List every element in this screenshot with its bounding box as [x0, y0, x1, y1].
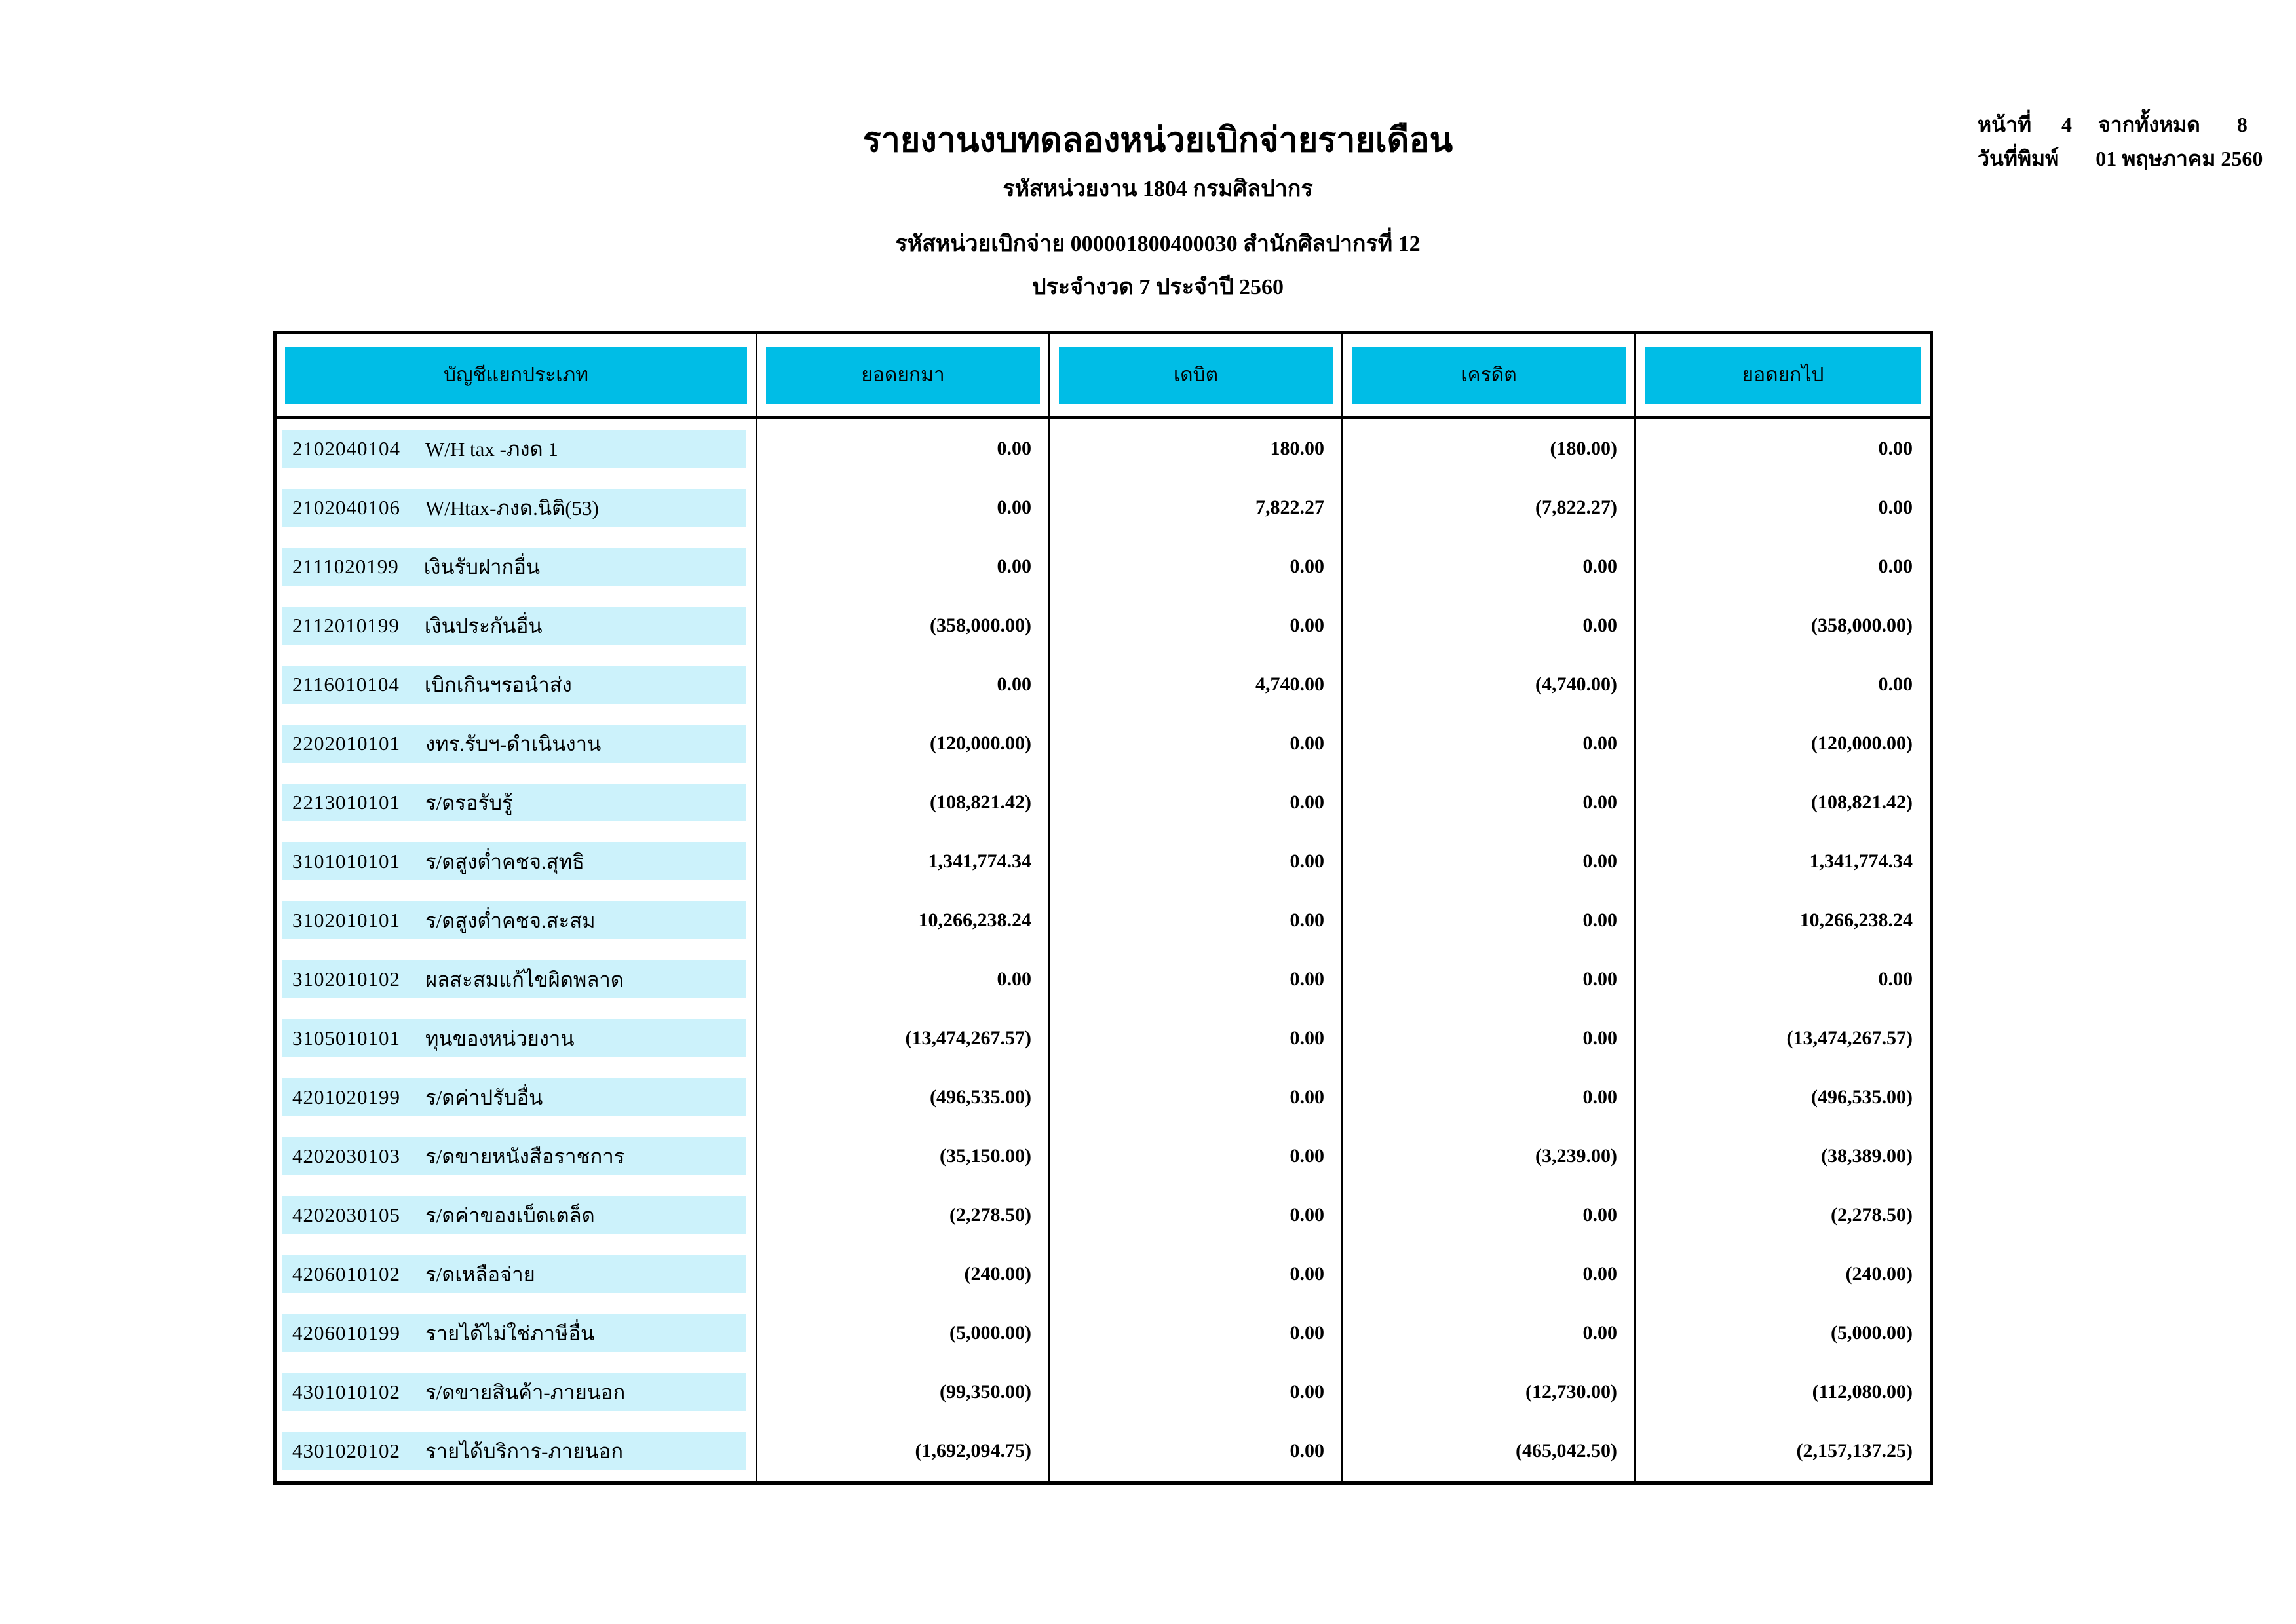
- carried-forward-value: (38,389.00): [1821, 1145, 1913, 1167]
- debit-cell: [1048, 891, 1341, 950]
- table-row: [277, 950, 1930, 1009]
- table-row: [277, 1186, 1930, 1245]
- credit-value: 0.00: [1582, 1322, 1617, 1344]
- brought-forward-cell: [756, 950, 1048, 1009]
- carried-forward-value: (2,157,137.25): [1796, 1440, 1913, 1462]
- debit-cell: [1048, 950, 1341, 1009]
- table-row: [277, 1363, 1930, 1422]
- account-code: 2102040106: [292, 496, 400, 519]
- print-date: 01 พฤษภาคม 2560: [2095, 147, 2263, 170]
- credit-value: (465,042.50): [1516, 1440, 1617, 1462]
- credit-value: 0.00: [1582, 1027, 1617, 1049]
- account-highlight-band: [282, 1196, 746, 1234]
- credit-cell: [1341, 419, 1634, 478]
- table-row: [277, 714, 1930, 773]
- debit-value: 0.00: [1290, 791, 1324, 813]
- print-date-line: [1978, 144, 2266, 173]
- carried-forward-cell: [1634, 1245, 1930, 1304]
- account-cell: [277, 714, 756, 773]
- credit-cell: [1341, 1304, 1634, 1363]
- credit-cell: [1341, 537, 1634, 596]
- account-code: 4206010102: [292, 1262, 400, 1285]
- account-code: 4202030105: [292, 1203, 400, 1226]
- account-cell: [277, 773, 756, 832]
- total-pages: 8: [2236, 113, 2248, 136]
- debit-value: 0.00: [1290, 1440, 1324, 1462]
- account-cell: [277, 1304, 756, 1363]
- credit-cell: [1341, 1422, 1634, 1481]
- credit-cell: [1341, 1245, 1634, 1304]
- debit-value: 0.00: [1290, 1263, 1324, 1285]
- table-row: [277, 537, 1930, 596]
- credit-cell: [1341, 478, 1634, 537]
- debit-cell: [1048, 419, 1341, 478]
- carried-forward-value: (13,474,267.57): [1786, 1027, 1913, 1049]
- debit-cell: [1048, 1304, 1341, 1363]
- carried-forward-cell: [1634, 1422, 1930, 1481]
- account-code: 3101010101: [292, 850, 400, 873]
- account-highlight-band: [282, 1078, 746, 1116]
- account-code: 2116010104: [292, 673, 400, 696]
- brought-forward-value: 0.00: [997, 497, 1031, 518]
- debit-cell: [1048, 1068, 1341, 1127]
- header-label-account: บัญชีแยกประเภท: [285, 347, 747, 404]
- credit-value: 0.00: [1582, 732, 1617, 754]
- header-cell-carried-forward: [1634, 334, 1930, 416]
- brought-forward-cell: [756, 891, 1048, 950]
- debit-value: 7,822.27: [1255, 497, 1324, 518]
- account-code: 4301010102: [292, 1380, 400, 1403]
- account-name: ร/ดรอรับรู้: [425, 791, 513, 814]
- credit-cell: [1341, 1363, 1634, 1422]
- brought-forward-value: (13,474,267.57): [905, 1027, 1031, 1049]
- account-cell: [277, 1186, 756, 1245]
- credit-value: 0.00: [1582, 968, 1617, 990]
- disbursement-unit-line: รหัสหน่วยเบิกจ่าย 000001800400030 สำนักศิลปากรที่ 12: [895, 232, 1421, 256]
- account-name: ทุนของหน่วยงาน: [425, 1027, 575, 1050]
- account-cell: [277, 832, 756, 891]
- carried-forward-cell: [1634, 1304, 1930, 1363]
- table-row: [277, 478, 1930, 537]
- account-cell: [277, 891, 756, 950]
- debit-value: 0.00: [1290, 909, 1324, 931]
- credit-value: (4,740.00): [1535, 673, 1617, 695]
- carried-forward-cell: [1634, 537, 1930, 596]
- account-cell: [277, 1363, 756, 1422]
- brought-forward-value: 0.00: [997, 673, 1031, 695]
- account-code: 2102040104: [292, 437, 400, 460]
- debit-value: 0.00: [1290, 1381, 1324, 1403]
- credit-value: 0.00: [1582, 556, 1617, 577]
- carried-forward-value: (2,278.50): [1831, 1204, 1913, 1226]
- table-row: [277, 1068, 1930, 1127]
- debit-value: 0.00: [1290, 1086, 1324, 1108]
- carried-forward-cell: [1634, 1186, 1930, 1245]
- brought-forward-cell: [756, 596, 1048, 655]
- table-row: [277, 832, 1930, 891]
- carried-forward-cell: [1634, 655, 1930, 714]
- credit-value: (3,239.00): [1535, 1145, 1617, 1167]
- carried-forward-value: 0.00: [1878, 438, 1913, 459]
- account-highlight-band: [282, 430, 746, 468]
- debit-cell: [1048, 478, 1341, 537]
- debit-cell: [1048, 596, 1341, 655]
- carried-forward-cell: [1634, 714, 1930, 773]
- page-number-line: [1978, 110, 2266, 139]
- debit-cell: [1048, 1245, 1341, 1304]
- account-cell: [277, 419, 756, 478]
- account-highlight-band: [282, 1373, 746, 1411]
- brought-forward-cell: [756, 1363, 1048, 1422]
- account-code: 4206010199: [292, 1321, 400, 1344]
- account-name: ร/ดขายหนังสือราชการ: [425, 1145, 625, 1168]
- brought-forward-cell: [756, 419, 1048, 478]
- credit-cell: [1341, 714, 1634, 773]
- brought-forward-cell: [756, 537, 1048, 596]
- account-name: ร/ดเหลือจ่าย: [425, 1263, 535, 1286]
- carried-forward-value: 0.00: [1878, 673, 1913, 695]
- account-cell: [277, 1422, 756, 1481]
- brought-forward-cell: [756, 478, 1048, 537]
- brought-forward-cell: [756, 714, 1048, 773]
- account-highlight-band: [282, 607, 746, 645]
- debit-cell: [1048, 1422, 1341, 1481]
- carried-forward-cell: [1634, 1068, 1930, 1127]
- period-line: ประจำงวด 7 ประจำปี 2560: [1031, 275, 1284, 299]
- carried-forward-cell: [1634, 950, 1930, 1009]
- header-cell-account: [277, 334, 756, 416]
- brought-forward-cell: [756, 655, 1048, 714]
- header-cell-brought-forward: [756, 334, 1048, 416]
- carried-forward-cell: [1634, 419, 1930, 478]
- account-name: W/Htax-ภงด.นิติ(53): [425, 497, 599, 519]
- account-highlight-band: [282, 725, 746, 763]
- credit-cell: [1341, 655, 1634, 714]
- account-code: 3105010101: [292, 1027, 400, 1049]
- table-row: [277, 1127, 1930, 1186]
- carried-forward-value: 10,266,238.24: [1799, 909, 1913, 931]
- brought-forward-cell: [756, 1186, 1048, 1245]
- carried-forward-value: 0.00: [1878, 968, 1913, 990]
- credit-value: 0.00: [1582, 1204, 1617, 1226]
- header-cell-debit: [1048, 334, 1341, 416]
- debit-value: 0.00: [1290, 968, 1324, 990]
- brought-forward-value: (99,350.00): [940, 1381, 1031, 1403]
- page-number: 4: [2061, 113, 2073, 136]
- header-label-debit: เดบิต: [1059, 347, 1333, 404]
- account-code: 3102010102: [292, 968, 400, 991]
- table-row: [277, 773, 1930, 832]
- carried-forward-cell: [1634, 832, 1930, 891]
- debit-value: 0.00: [1290, 556, 1324, 577]
- account-highlight-band: [282, 901, 746, 939]
- debit-value: 0.00: [1290, 850, 1324, 872]
- account-cell: [277, 1127, 756, 1186]
- credit-cell: [1341, 1186, 1634, 1245]
- account-name: เงินรับฝากอื่น: [423, 556, 541, 578]
- credit-value: 0.00: [1582, 850, 1617, 872]
- debit-value: 4,740.00: [1255, 673, 1324, 695]
- credit-cell: [1341, 891, 1634, 950]
- account-name: เงินประกันอื่น: [424, 614, 543, 637]
- brought-forward-value: 10,266,238.24: [918, 909, 1031, 931]
- credit-cell: [1341, 1068, 1634, 1127]
- carried-forward-cell: [1634, 773, 1930, 832]
- account-highlight-band: [282, 666, 746, 704]
- brought-forward-cell: [756, 1422, 1048, 1481]
- debit-value: 0.00: [1290, 1145, 1324, 1167]
- table-row: [277, 655, 1930, 714]
- account-highlight-band: [282, 1137, 746, 1175]
- table-row: [277, 1009, 1930, 1068]
- account-name: ร/ดสูงต่ำคชจ.สุทธิ: [425, 850, 584, 873]
- debit-value: 0.00: [1290, 1204, 1324, 1226]
- brought-forward-cell: [756, 1304, 1048, 1363]
- credit-value: (7,822.27): [1535, 497, 1617, 518]
- account-highlight-band: [282, 784, 746, 821]
- table-row: [277, 419, 1930, 478]
- brought-forward-value: (358,000.00): [930, 614, 1031, 636]
- total-pages-label: จากทั้งหมด: [2098, 113, 2200, 136]
- account-name: ผลสะสมแก้ไขผิดพลาด: [425, 968, 624, 991]
- credit-cell: [1341, 773, 1634, 832]
- credit-cell: [1341, 832, 1634, 891]
- carried-forward-value: (120,000.00): [1811, 732, 1913, 754]
- debit-cell: [1048, 655, 1341, 714]
- trial-balance-table: [273, 331, 1933, 1485]
- brought-forward-cell: [756, 1068, 1048, 1127]
- carried-forward-value: 0.00: [1878, 497, 1913, 518]
- account-highlight-band: [282, 1432, 746, 1470]
- account-cell: [277, 478, 756, 537]
- carried-forward-value: (108,821.42): [1811, 791, 1913, 813]
- credit-value: 0.00: [1582, 614, 1617, 636]
- carried-forward-cell: [1634, 1009, 1930, 1068]
- credit-cell: [1341, 1127, 1634, 1186]
- account-cell: [277, 537, 756, 596]
- credit-value: 0.00: [1582, 791, 1617, 813]
- debit-value: 0.00: [1290, 1027, 1324, 1049]
- brought-forward-value: 1,341,774.34: [928, 850, 1031, 872]
- account-code: 2213010101: [292, 791, 400, 814]
- account-highlight-band: [282, 1019, 746, 1057]
- table-row: [277, 596, 1930, 655]
- account-code: 4202030103: [292, 1144, 400, 1167]
- carried-forward-value: (240.00): [1845, 1263, 1913, 1285]
- credit-cell: [1341, 596, 1634, 655]
- brought-forward-value: (496,535.00): [930, 1086, 1031, 1108]
- header-label-carried-forward: ยอดยกไป: [1645, 347, 1921, 404]
- account-name: ร/ดขายสินค้า-ภายนอก: [425, 1381, 626, 1404]
- table-header-row: [277, 334, 1930, 419]
- brought-forward-cell: [756, 1245, 1048, 1304]
- brought-forward-value: 0.00: [997, 968, 1031, 990]
- account-cell: [277, 1009, 756, 1068]
- credit-value: 0.00: [1582, 1086, 1617, 1108]
- carried-forward-cell: [1634, 478, 1930, 537]
- credit-value: (180.00): [1550, 438, 1617, 459]
- brought-forward-value: (35,150.00): [940, 1145, 1031, 1167]
- account-highlight-band: [282, 489, 746, 527]
- account-code: 4201020199: [292, 1086, 400, 1108]
- account-code: 3102010101: [292, 909, 400, 932]
- account-name: รายได้บริการ-ภายนอก: [425, 1440, 624, 1463]
- table-row: [277, 891, 1930, 950]
- account-name: งทร.รับฯ-ดำเนินงาน: [425, 732, 602, 755]
- carried-forward-value: (358,000.00): [1811, 614, 1913, 636]
- carried-forward-value: 1,341,774.34: [1809, 850, 1913, 872]
- debit-value: 0.00: [1290, 1322, 1324, 1344]
- carried-forward-cell: [1634, 891, 1930, 950]
- header-label-brought-forward: ยอดยกมา: [766, 347, 1040, 404]
- brought-forward-value: (108,821.42): [930, 791, 1031, 813]
- account-code: 2112010199: [292, 614, 400, 637]
- account-code: 2202010101: [292, 732, 400, 755]
- agency-code-line: รหัสหน่วยงาน 1804 กรมศิลปากร: [1003, 177, 1313, 201]
- account-highlight-band: [282, 548, 746, 586]
- brought-forward-value: 0.00: [997, 438, 1031, 459]
- debit-cell: [1048, 832, 1341, 891]
- credit-cell: [1341, 1009, 1634, 1068]
- carried-forward-value: (112,080.00): [1812, 1381, 1913, 1403]
- debit-cell: [1048, 773, 1341, 832]
- debit-cell: [1048, 1363, 1341, 1422]
- carried-forward-cell: [1634, 1127, 1930, 1186]
- carried-forward-value: 0.00: [1878, 556, 1913, 577]
- credit-value: 0.00: [1582, 909, 1617, 931]
- page-label: หน้าที่: [1978, 113, 2032, 136]
- debit-value: 0.00: [1290, 732, 1324, 754]
- credit-value: (12,730.00): [1525, 1381, 1617, 1403]
- credit-value: 0.00: [1582, 1263, 1617, 1285]
- account-highlight-band: [282, 1314, 746, 1352]
- brought-forward-value: (5,000.00): [949, 1322, 1031, 1344]
- account-highlight-band: [282, 1255, 746, 1293]
- print-date-label: วันที่พิมพ์: [1978, 147, 2059, 170]
- account-cell: [277, 1245, 756, 1304]
- brought-forward-value: (240.00): [964, 1263, 1031, 1285]
- debit-value: 180.00: [1270, 438, 1324, 459]
- debit-cell: [1048, 1186, 1341, 1245]
- debit-cell: [1048, 714, 1341, 773]
- brought-forward-value: (1,692,094.75): [915, 1440, 1031, 1462]
- carried-forward-value: (5,000.00): [1831, 1322, 1913, 1344]
- brought-forward-value: 0.00: [997, 556, 1031, 577]
- account-name: ร/ดค่าของเบ็ดเตล็ด: [425, 1204, 595, 1227]
- brought-forward-value: (120,000.00): [930, 732, 1031, 754]
- debit-value: 0.00: [1290, 614, 1324, 636]
- brought-forward-cell: [756, 1127, 1048, 1186]
- brought-forward-cell: [756, 773, 1048, 832]
- carried-forward-value: (496,535.00): [1811, 1086, 1913, 1108]
- header-label-credit: เครดิต: [1352, 347, 1626, 404]
- table-body: [277, 419, 1930, 1481]
- table-row: [277, 1245, 1930, 1304]
- account-highlight-band: [282, 842, 746, 880]
- account-cell: [277, 596, 756, 655]
- brought-forward-cell: [756, 1009, 1048, 1068]
- account-code: 4301020102: [292, 1439, 400, 1462]
- account-name: ร/ดสูงต่ำคชจ.สะสม: [425, 909, 596, 932]
- credit-cell: [1341, 950, 1634, 1009]
- header-cell-credit: [1341, 334, 1634, 416]
- debit-cell: [1048, 1127, 1341, 1186]
- account-cell: [277, 950, 756, 1009]
- account-name: W/H tax -ภงด 1: [425, 438, 558, 461]
- report-title: รายงานงบทดลองหน่วยเบิกจ่ายรายเดือน: [862, 122, 1453, 159]
- brought-forward-cell: [756, 832, 1048, 891]
- debit-cell: [1048, 537, 1341, 596]
- account-cell: [277, 655, 756, 714]
- table-row: [277, 1304, 1930, 1363]
- account-cell: [277, 1068, 756, 1127]
- account-name: ร/ดค่าปรับอื่น: [425, 1086, 543, 1109]
- account-code: 2111020199: [292, 555, 399, 578]
- carried-forward-cell: [1634, 1363, 1930, 1422]
- carried-forward-cell: [1634, 596, 1930, 655]
- debit-cell: [1048, 1009, 1341, 1068]
- brought-forward-value: (2,278.50): [949, 1204, 1031, 1226]
- table-row: [277, 1422, 1930, 1481]
- account-highlight-band: [282, 960, 746, 998]
- page-info: [1978, 110, 2266, 173]
- account-name: เบิกเกินฯรอนำส่ง: [424, 673, 572, 696]
- account-name: รายได้ไม่ใช่ภาษีอื่น: [425, 1322, 595, 1345]
